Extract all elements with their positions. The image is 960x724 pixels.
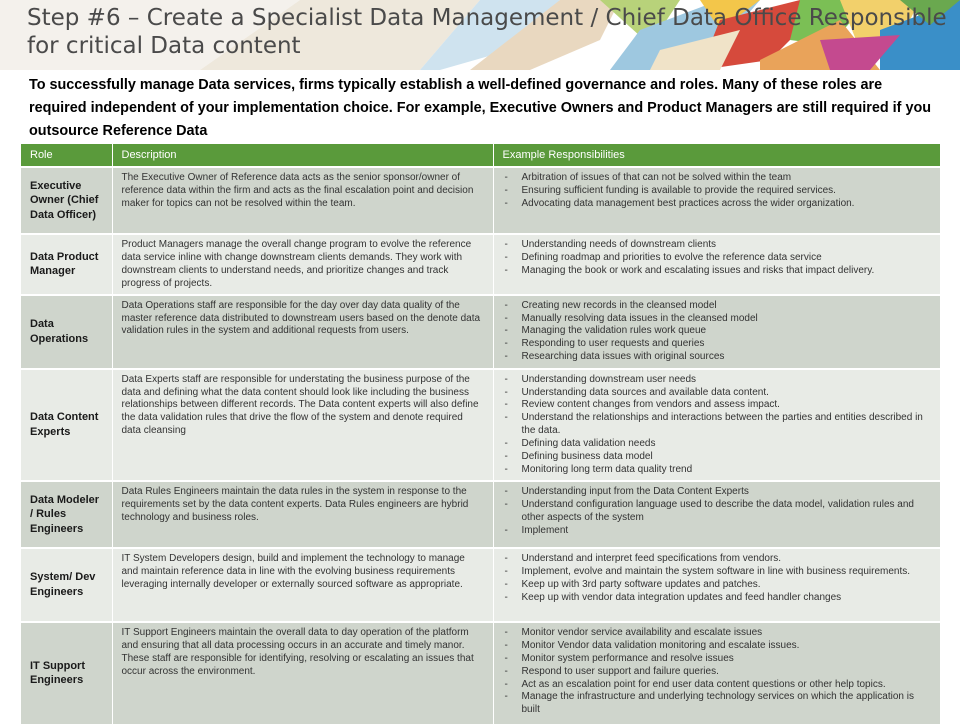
header-responsibilities: Example Responsibilities: [493, 144, 940, 167]
responsibilities-cell: [493, 622, 940, 724]
responsibility-item: - Responding to user requests and queries: [503, 338, 931, 351]
responsibilities-list: [503, 239, 931, 278]
role-cell: Executive Owner (Chief Data Officer): [21, 167, 112, 234]
responsibility-item: - Creating new records in the cleansed model: [503, 300, 931, 313]
responsibility-item: - Respond to user support and failure queries.: [503, 666, 931, 679]
responsibilities-cell: [493, 295, 940, 369]
table-row: [21, 369, 940, 481]
responsibility-item: - Advocating data management best practices across the wider organization.: [503, 198, 931, 211]
responsibility-item: - Review content changes from vendors and assess impact.: [503, 399, 931, 412]
description-cell: Product Managers manage the overall change program to evolve the reference data service inline with change downstream clients demands. They work with downstream clients to understand needs, and prioritize changes and track progress of projects.: [112, 234, 493, 295]
responsibilities-list: [503, 374, 931, 477]
responsibility-item: - Implement, evolve and maintain the system software in line with business requirements.: [503, 566, 931, 579]
responsibility-item: - Defining roadmap and priorities to evolve the reference data service: [503, 252, 931, 265]
responsibilities-list: [503, 486, 931, 538]
table-row: [21, 295, 940, 369]
responsibility-item: - Understanding data sources and available data content.: [503, 387, 931, 400]
description-cell: Data Rules Engineers maintain the data rules in the system in response to the requirements set by the data content experts. Data Rules engineers are hybrid technology and business roles.: [112, 481, 493, 548]
responsibility-item: - Understand and interpret feed specifications from vendors.: [503, 553, 931, 566]
header-description: Description: [112, 144, 493, 167]
responsibility-item: - Keep up with 3rd party software updates and patches.: [503, 579, 931, 592]
responsibility-item: - Understanding downstream user needs: [503, 374, 931, 387]
intro-paragraph: To successfully manage Data services, firms typically establish a well-defined governance and roles. Many of these roles are required independent of your implementation choice. For example, Executive Owners and Product Managers are still required if you outsource Reference Data: [29, 77, 932, 139]
responsibility-item: - Managing the book or work and escalating issues and risks that impact delivery.: [503, 265, 931, 278]
table-row: [21, 234, 940, 295]
roles-table: [21, 144, 941, 724]
responsibility-item: - Defining data validation needs: [503, 438, 931, 451]
table-row: [21, 481, 940, 548]
role-cell: IT Support Engineers: [21, 622, 112, 724]
responsibility-item: - Arbitration of issues of that can not be solved within the team: [503, 172, 931, 185]
role-cell: Data Product Manager: [21, 234, 112, 295]
responsibility-item: - Understanding input from the Data Content Experts: [503, 486, 931, 499]
responsibility-item: - Understanding needs of downstream clients: [503, 239, 931, 252]
responsibilities-cell: [493, 481, 940, 548]
responsibility-item: - Manage the infrastructure and underlying technology services on which the application is built: [503, 691, 931, 717]
responsibility-item: - Keep up with vendor data integration updates and feed handler changes: [503, 592, 931, 605]
responsibility-item: - Researching data issues with original sources: [503, 351, 931, 364]
description-cell: IT System Developers design, build and implement the technology to manage and maintain reference data in line with the evolving business requirements leveraging internally developer or externally sourced software as appropriate.: [112, 548, 493, 622]
responsibility-item: - Understand the relationships and interactions between the parties and entities described in the data.: [503, 412, 931, 438]
responsibilities-cell: [493, 369, 940, 481]
role-cell: Data Operations: [21, 295, 112, 369]
responsibility-item: - Ensuring sufficient funding is available to provide the required services.: [503, 185, 931, 198]
responsibility-item: - Monitor Vendor data validation monitoring and escalate issues.: [503, 640, 931, 653]
responsibility-item: - Monitor system performance and resolve issues: [503, 653, 931, 666]
responsibility-item: - Act as an escalation point for end user data content questions or other help topics.: [503, 679, 931, 692]
responsibilities-list: [503, 627, 931, 717]
responsibilities-cell: [493, 548, 940, 622]
table-header-row: [21, 144, 940, 167]
responsibilities-list: [503, 172, 931, 211]
role-cell: Data Content Experts: [21, 369, 112, 481]
description-cell: Data Experts staff are responsible for understating the business purpose of the data and defining what the data content should look like including the business relationships between different records. The Data content experts will also define the data validation rules that drive the flow of the system and denote required data cleansing: [112, 369, 493, 481]
role-cell: Data Modeler / Rules Engineers: [21, 481, 112, 548]
page-title: Step #6 – Create a Specialist Data Management / Chief Data Office Responsible for critical Data content: [27, 5, 947, 59]
header-role: Role: [21, 144, 112, 167]
responsibilities-cell: [493, 167, 940, 234]
responsibilities-cell: [493, 234, 940, 295]
responsibility-item: - Defining business data model: [503, 451, 931, 464]
description-cell: The Executive Owner of Reference data acts as the senior sponsor/owner of reference data within the firm and acts as the final escalation point and decision maker for topics can not be resolved within the team.: [112, 167, 493, 234]
responsibilities-list: [503, 553, 931, 605]
responsibility-item: - Understand configuration language used to describe the data model, validation rules and other aspects of the system: [503, 499, 931, 525]
table-row: [21, 548, 940, 622]
responsibility-item: - Implement: [503, 525, 931, 538]
description-cell: Data Operations staff are responsible for the day over day data quality of the master reference data distributed to downstream users based on the denote data validation rules in the system and additional requests from users.: [112, 295, 493, 369]
responsibility-item: - Monitoring long term data quality trend: [503, 464, 931, 477]
description-cell: IT Support Engineers maintain the overall data to day operation of the platform and ensuring that all data processing occurs in an accurate and timely manor. These staff are responsible for identifying, resolving or escalating an issues that occur across the environment.: [112, 622, 493, 724]
responsibility-item: - Monitor vendor service availability and escalate issues: [503, 627, 931, 640]
table-row: [21, 622, 940, 724]
table-row: [21, 167, 940, 234]
responsibility-item: - Manually resolving data issues in the cleansed model: [503, 313, 931, 326]
role-cell: System/ Dev Engineers: [21, 548, 112, 622]
responsibilities-list: [503, 300, 931, 365]
responsibility-item: - Managing the validation rules work queue: [503, 325, 931, 338]
